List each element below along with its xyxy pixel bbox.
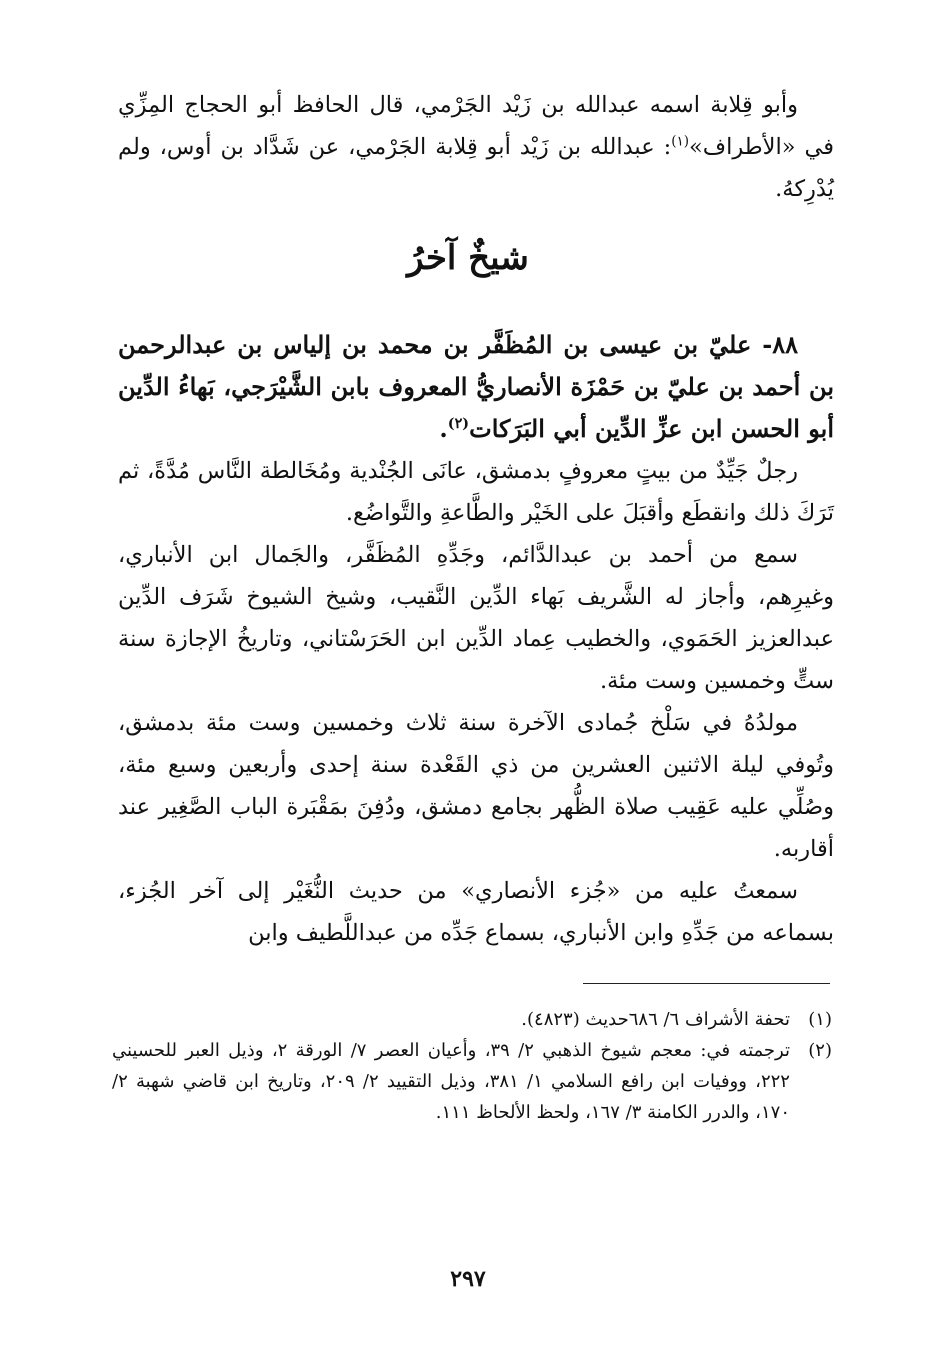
paragraph-3: مولدُهُ في سَلْخ جُمادى الآخرة سنة ثلاث وخمسين وست مئة بدمشق، وتُوفي ليلة الاثنين العشرين من ذي القَعْدة سنة إحدى وأربعين وسبع مئة، وصُلِّي عليه عَقِيب صلاة الظُّهر بجامع دمشق، ودُفِنَ بمَقْبَرة الباب الصَّغِير عند أقاربه. bbox=[118, 710, 834, 862]
footnote-number: (١) bbox=[808, 1009, 832, 1030]
entry-title bbox=[118, 324, 834, 450]
footnotes bbox=[112, 1004, 832, 1128]
entry-title-text: ٨٨- عليّ بن عيسى بن المُظَفَّر بن محمد بن إلياس بن عبدالرحمن بن أحمد بن عليّ بن حَمْزَة الأنصاريُّ المعروف بابن الشَّيْرَجي، بَهاءُ الدِّين أبو الحسن ابن عزِّ الدِّين أبي البَرَكات bbox=[118, 330, 834, 443]
intro-paragraph bbox=[118, 84, 834, 210]
section-heading: شيخٌ آخرُ bbox=[407, 238, 529, 278]
entry-block bbox=[118, 324, 834, 954]
paragraph-1: رجلٌ جَيِّدٌ من بيتٍ معروفٍ بدمشق، عانَى الجُنْدية ومُخَالطة النَّاس مُدَّةً، ثم تَرَكَ ذلك وانقطَع وأقبَلَ على الخَيْر والطَّاعةِ والتَّواضُع. bbox=[118, 458, 834, 526]
intro-text: وأبو قِلابة اسمه عبدالله بن زَيْد الجَرْمي، قال الحافظ أبو الحجاج المِزِّي في «الأطراف» bbox=[118, 92, 834, 160]
footnote-2 bbox=[112, 1035, 832, 1128]
intro-text-rest: : عبدالله بن زَيْد أبو قِلابة الجَرْمي، عن شَدَّاد بن أوس، ولم يُدْرِكهُ. bbox=[118, 134, 834, 202]
footnote-number: (٢) bbox=[808, 1040, 832, 1061]
footnote-text: ترجمته في: معجم شيوخ الذهبي ٢/ ٣٩، وأعيان العصر ٧/ الورقة ٢، وذيل العبر للحسيني ٢٢٢، ووفيات ابن رافع السلامي ١/ ٣٨١، وذيل التقييد ٢/ ٢٠٩، وتاريخ ابن قاضي شهبة ٢/ ١٧٠، والدرر الكامنة ٣/ ١٦٧، ولحظ الألحاظ ١١١. bbox=[112, 1040, 790, 1123]
page-number: ٢٩٧ bbox=[450, 1266, 486, 1292]
paragraph-2: سمع من أحمد بن عبدالدَّائم، وجَدِّهِ المُظَفَّر، والجَمال ابن الأنباري، وغيرِهم، وأجاز له الشَّريف بَهاء الدِّين النَّقيب، وشيخ الشيوخ شَرَف الدِّين عبدالعزيز الحَمَوي، والخطيب عِماد الدِّين ابن الحَرَسْتاني، وتاريخُ الإجازة سنة ستٍّ وخمسين وست مئة. bbox=[118, 542, 834, 694]
footnote-1 bbox=[112, 1004, 832, 1035]
footnote-ref-2[interactable]: (٢) bbox=[447, 415, 470, 432]
footnote-ref-1[interactable]: (١) bbox=[671, 133, 690, 150]
paragraph-4: سمعتُ عليه من «جُزء الأنصاري» من حديث النُّغَيْر إلى آخر الجُزء، بسماعه من جَدِّهِ وابن الأنباري، بسماع جَدِّه من عبداللَّطيف وابن bbox=[118, 878, 834, 946]
entry-title-end: . bbox=[439, 414, 448, 443]
footnote-separator bbox=[583, 983, 830, 984]
footnote-text: تحفة الأشراف ٦/ ٦٨٦حديث (٤٨٢٣). bbox=[521, 1009, 790, 1030]
intro-block bbox=[118, 84, 834, 210]
